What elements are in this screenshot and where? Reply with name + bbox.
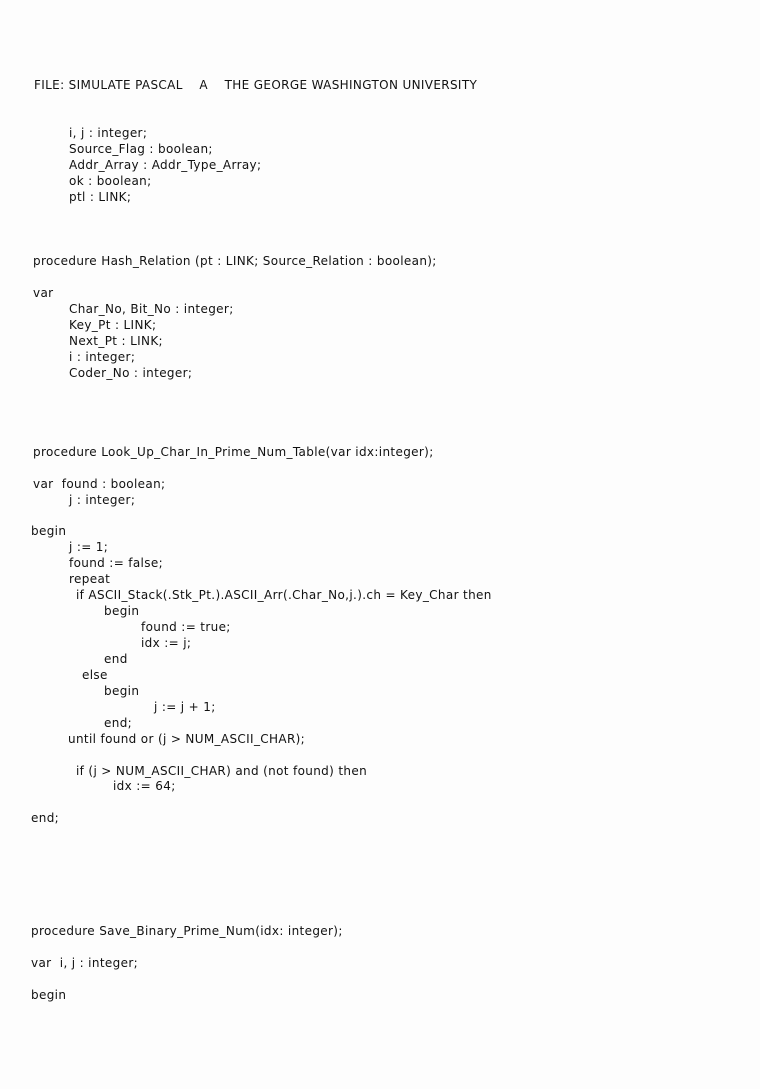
code-line: begin [104,684,140,698]
code-line: procedure Look_Up_Char_In_Prime_Num_Table(var idx:integer); [33,445,434,459]
code-line: begin [104,604,140,618]
code-line: j : integer; [69,493,136,507]
code-line: found := false; [69,556,163,570]
code-line: Next_Pt : LINK; [69,334,163,348]
code-line: end; [31,811,60,825]
code-line: var [33,286,54,300]
code-line: var i, j : integer; [31,956,138,970]
file-header: FILE: SIMULATE PASCAL A THE GEORGE WASHINGTON UNIVERSITY [34,78,478,92]
code-line: Char_No, Bit_No : integer; [69,302,234,316]
code-line: i : integer; [69,350,136,364]
code-line: j := 1; [69,540,109,554]
code-line: begin [31,524,67,538]
code-line: i, j : integer; [69,126,148,140]
code-line: if ASCII_Stack(.Stk_Pt.).ASCII_Arr(.Char_No,j.).ch = Key_Char then [76,588,492,602]
code-line: Addr_Array : Addr_Type_Array; [69,158,262,172]
code-line: end; [104,716,133,730]
code-line: idx := j; [141,636,192,650]
code-line: found := true; [141,620,231,634]
code-line: if (j > NUM_ASCII_CHAR) and (not found) then [76,764,368,778]
code-line: Key_Pt : LINK; [69,318,157,332]
code-line: until found or (j > NUM_ASCII_CHAR); [68,732,306,746]
code-line: Source_Flag : boolean; [69,142,213,156]
code-line: Coder_No : integer; [69,366,193,380]
code-line: else [82,668,108,682]
code-line: repeat [69,572,111,586]
code-line: var found : boolean; [33,477,166,491]
code-line: idx := 64; [113,779,176,793]
code-line: ptl : LINK; [69,190,132,204]
code-line: ok : boolean; [69,174,152,188]
code-line: end [104,652,128,666]
code-line: j := j + 1; [154,700,216,714]
code-line: procedure Hash_Relation (pt : LINK; Source_Relation : boolean); [33,254,437,268]
code-line: procedure Save_Binary_Prime_Num(idx: integer); [31,924,343,938]
code-line: begin [31,988,67,1002]
